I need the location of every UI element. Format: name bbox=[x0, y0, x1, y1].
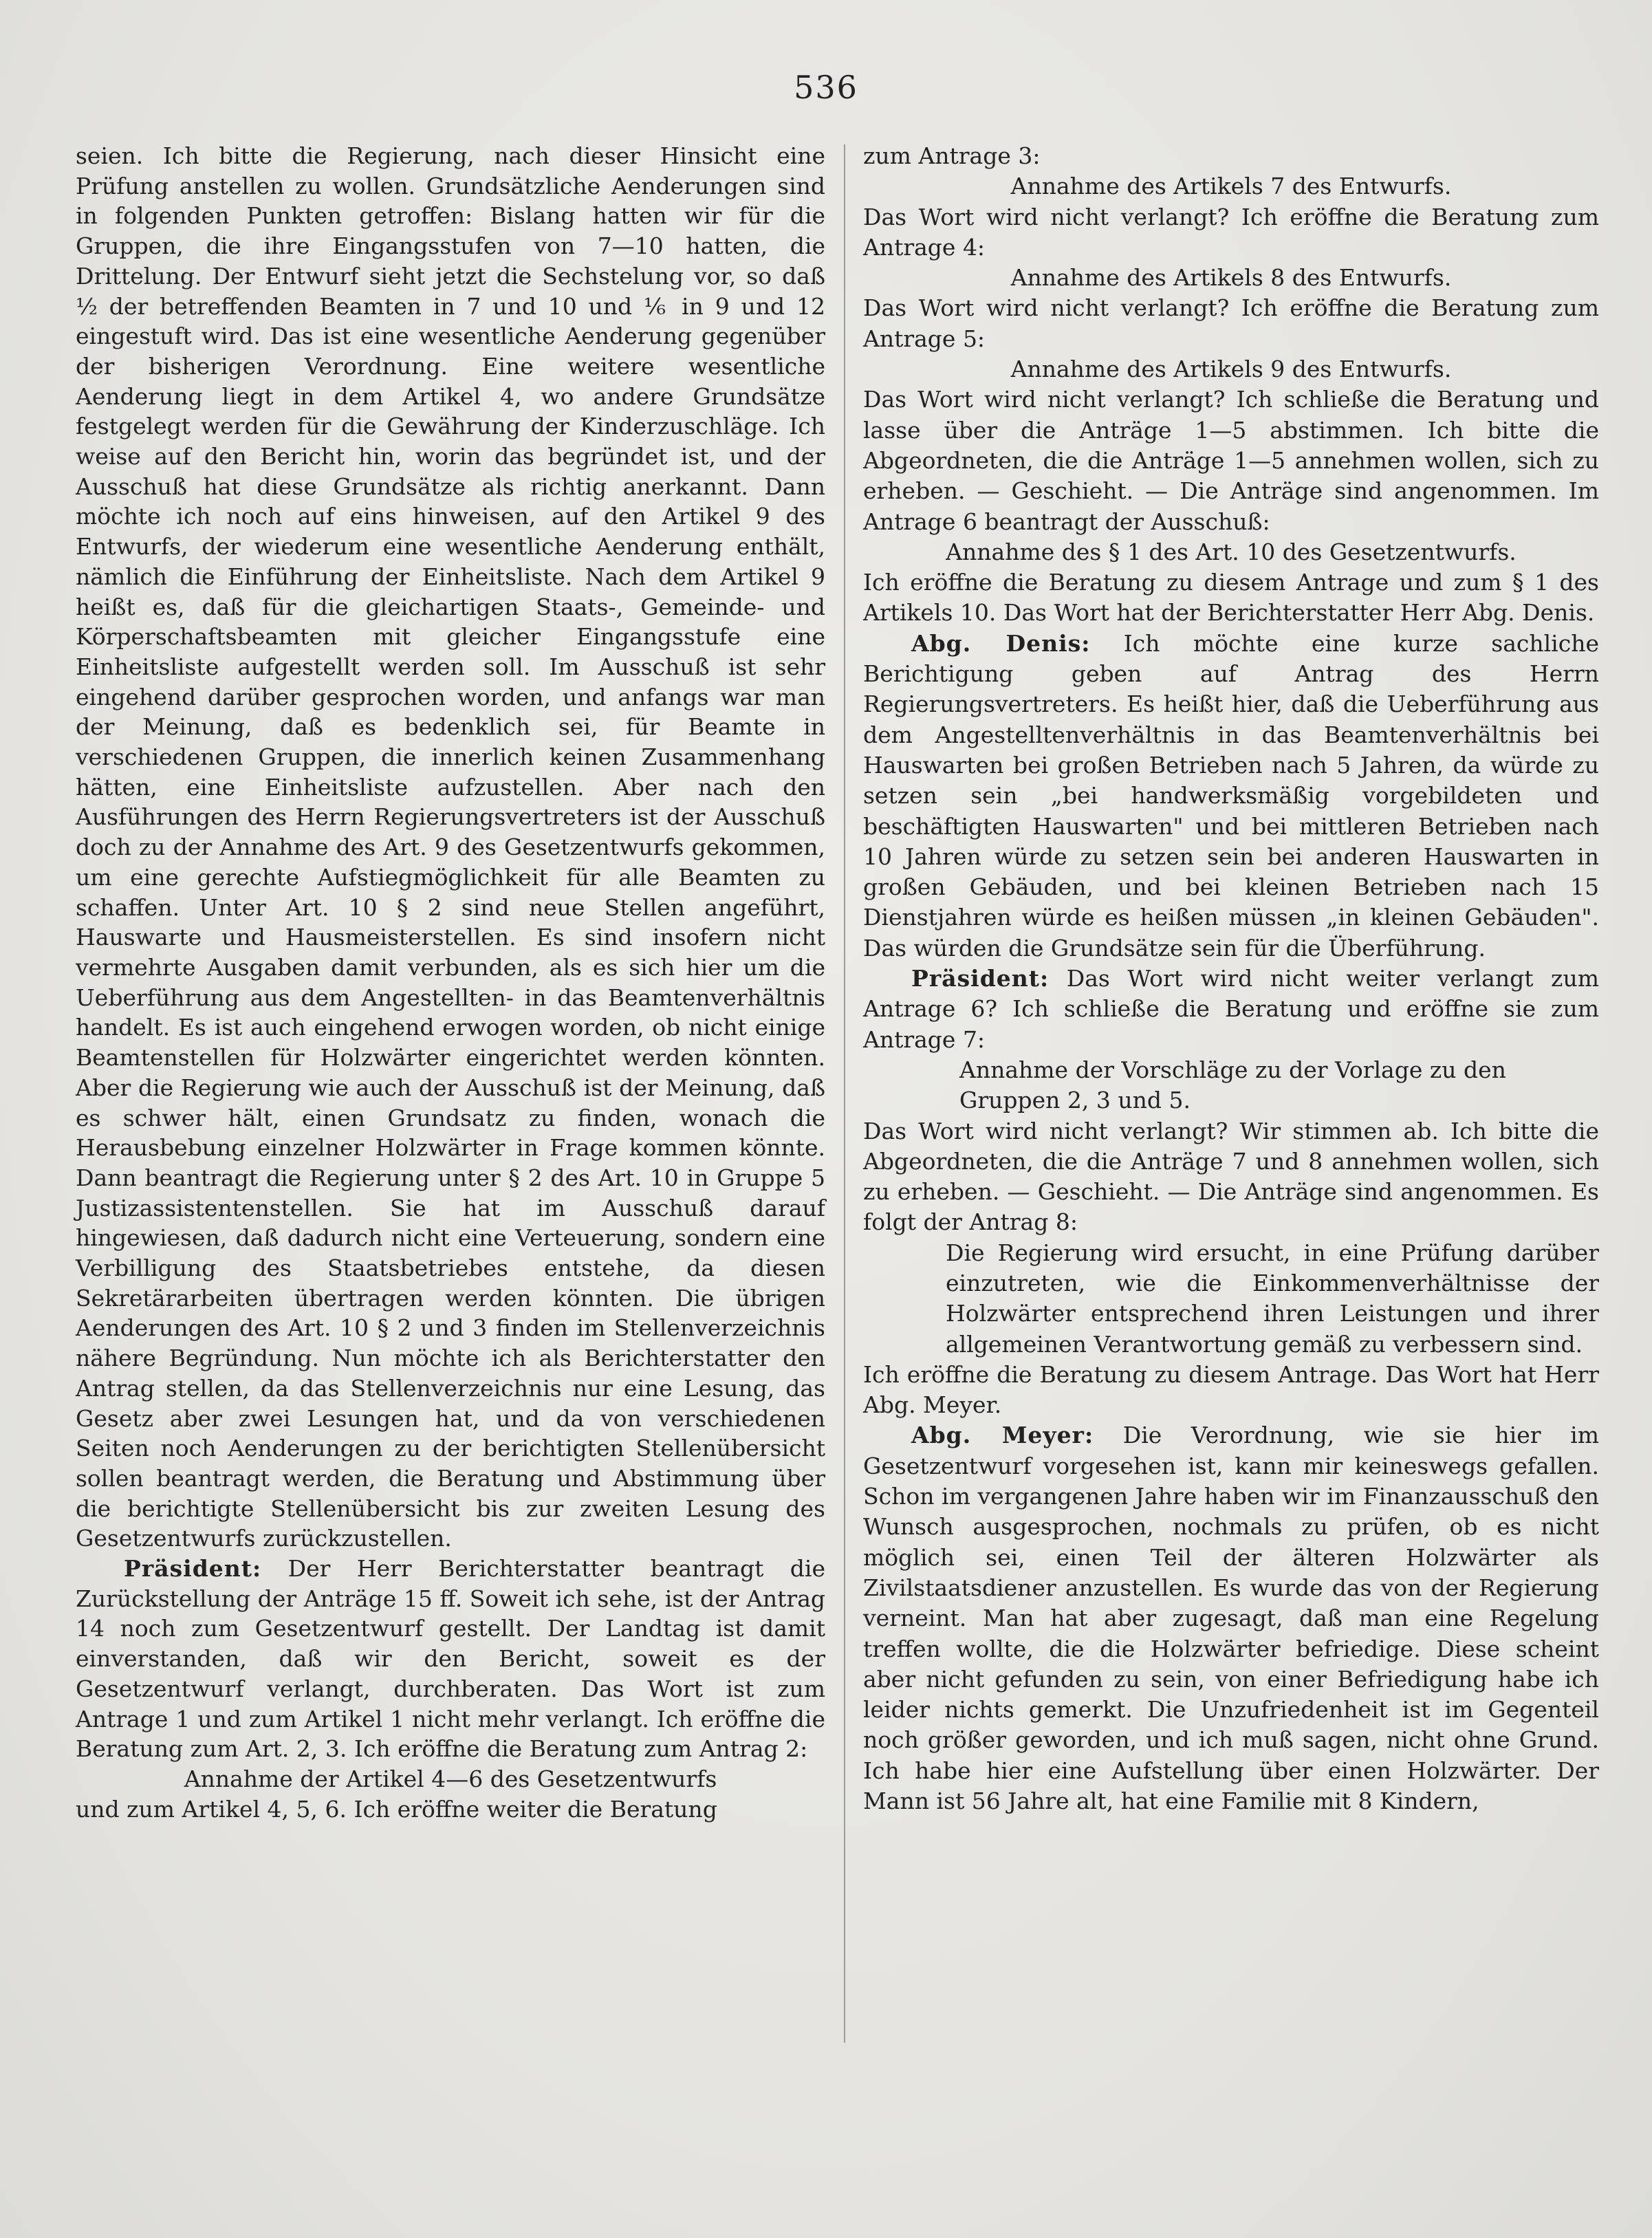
right-column bbox=[863, 141, 1599, 1816]
right-paragraph-1: zum Antrage 3: bbox=[863, 142, 1041, 169]
right-paragraph-7: Das Wort wird nicht verlangt? Ich schließe die Beratung und lasse über die Anträge 1—5 abstimmen. Ich bitte die Abgeordneten, die die Anträge 1—5 annehmen wollen, sich zu erheben. — Geschieht. — Die Anträge sind angenommen. Im Antrage 6 beantragt der Ausschuß: bbox=[863, 386, 1599, 535]
motion-text: Annahme des Artikels 8 des Entwurfs. bbox=[1010, 264, 1452, 292]
right-paragraph-16 bbox=[863, 1420, 1599, 1816]
right-paragraph-11 bbox=[863, 964, 1599, 1055]
speaker-label: Präsident: bbox=[911, 965, 1050, 992]
left-paragraph-4: und zum Artikel 4, 5, 6. Ich eröffne weiter die Beratung bbox=[76, 1795, 717, 1823]
column-divider bbox=[844, 144, 845, 2043]
motion-text: Annahme des Artikels 7 des Entwurfs. bbox=[1010, 173, 1452, 200]
left-paragraph-2 bbox=[76, 1554, 825, 1764]
right-paragraph-9: Ich eröffne die Beratung zu diesem Antrage und zum § 1 des Artikels 10. Das Wort hat der Berichterstatter Herr Abg. Denis. bbox=[863, 569, 1599, 627]
right-paragraph-15: Ich eröffne die Beratung zu diesem Antrage. Das Wort hat Herr Abg. Meyer. bbox=[863, 1360, 1599, 1419]
speech-text: Die Verordnung, wie sie hier im Gesetzentwurf vorgesehen ist, kann mir keineswegs gefallen. Schon im vergangenen Jahre haben wir im Finanzausschuß den Wunsch ausgesprochen, nochmals zu prüfen, ob es nicht möglich sei, einen Teil der älteren Holzwärter als Zivilstaatsdiener anzustellen. Es wurde das von der Regierung verneint. Man hat aber zugesagt, daß man eine Regelung treffen wollte, die die Holzwärter befriedige. Diese scheint aber nicht gefunden zu sein, von einer Befriedigung habe ich leider nichts gemerkt. Die Unzufriedenheit ist im Gegenteil noch größer geworden, und ich muß sagen, nicht ohne Grund. Ich habe hier eine Aufstellung über einen Holzwärter. Der Mann ist 56 Jahre alt, hat eine Familie mit 8 Kindern, bbox=[863, 1422, 1599, 1815]
right-paragraph-10 bbox=[863, 629, 1599, 964]
speaker-label: Abg. Denis: bbox=[911, 629, 1091, 657]
speech-text: Das Wort wird nicht weiter verlangt zum Antrage 6? Ich schließe die Beratung und eröffne sie zum Antrage 7: bbox=[863, 965, 1599, 1053]
motion-text: Annahme des Artikels 9 des Entwurfs. bbox=[1010, 356, 1452, 383]
motion-text: Annahme der Artikel 4—6 des Gesetzentwurfs bbox=[184, 1765, 717, 1792]
motion-text: Die Regierung wird ersucht, in eine Prüfung darüber einzutreten, wie die Einkommenverhältnisse der Holzwärter entsprechend ihren Leistungen und ihrer allgemeinen Verantwortung gemäß zu verbessern sind. bbox=[946, 1239, 1599, 1358]
right-paragraph-5: Das Wort wird nicht verlangt? Ich eröffne die Beratung zum Antrage 5: bbox=[863, 294, 1599, 352]
motion-text: Annahme der Vorschläge zu der Vorlage zu den Gruppen 2, 3 und 5. bbox=[959, 1056, 1506, 1114]
speech-text: Ich möchte eine kurze sachliche Berichtigung geben auf Antrag des Herrn Regierungsvertreters. Es heißt hier, daß die Ueberführung aus dem Angestelltenverhältnis in das Beamtenverhältnis bei Hauswarten bei großen Betrieben nach 5 Jahren, da würde zu setzen sein „bei handwerksmäßig vorgebildeten und beschäftigten Hauswarten" und bei mittleren Betrieben nach 10 Jahren würde zu setzen sein bei anderen Hauswarten in großen Gebäuden, und bei kleinen Betrieben nach 15 Dienstjahren würde es heißen müssen „in kleinen Gebäuden". Das würden die Grundsätze sein für die Überführung. bbox=[863, 629, 1599, 962]
page-number: 536 bbox=[794, 69, 858, 106]
speaker-label: Präsident: bbox=[124, 1555, 262, 1583]
motion-text: Annahme des § 1 des Art. 10 des Gesetzentwurfs. bbox=[946, 538, 1517, 565]
left-paragraph-1: seien. Ich bitte die Regierung, nach dieser Hinsicht eine Prüfung anstellen zu wollen. Grundsätzliche Aenderungen sind in folgenden Punkten getroffen: Bislang hatten wir für die Gruppen, die ihre Eingangsstufen von 7—10 hatten, die Drittelung. Der Entwurf sieht jetzt die Sechstelung vor, so daß ½ der betreffenden Beamten in 7 und 10 und ⅙ in 9 und 12 eingestuft wird. Das ist eine wesentliche Aenderung gegenüber der bisherigen Verordnung. Eine weitere wesentliche Aenderung liegt in dem Artikel 4, wo andere Grundsätze festgelegt werden für die Gewährung der Kinderzuschläge. Ich weise auf den Bericht hin, worin das begründet ist, und der Ausschuß hat diese Grundsätze als richtig anerkannt. Dann möchte ich noch auf eins hinweisen, auf den Artikel 9 des Entwurfs, der wiederum eine wesentliche Aenderung enthält, nämlich die Einführung der Einheitsliste. Nach dem Artikel 9 heißt es, daß für die gleichartigen Staats-, Gemeinde- und Körperschaftsbeamten mit gleicher Eingangsstufe eine Einheitsliste aufgestellt werden soll. Im Ausschuß ist sehr eingehend darüber gesprochen worden, und anfangs war man der Meinung, daß es bedenklich sei, für Beamte in verschiedenen Gruppen, die innerlich keinen Zusammenhang hätten, eine Einheitsliste aufzustellen. Aber nach den Ausführungen des Herrn Regierungsvertreters ist der Ausschuß doch zu der Annahme des Art. 9 des Gesetzentwurfs gekommen, um eine gerechte Aufstiegmöglichkeit für alle Beamten zu schaffen. Unter Art. 10 § 2 sind neue Stellen angeführt, Hauswarte und Hausmeisterstellen. Es sind insofern nicht vermehrte Ausgaben damit verbunden, als es sich hier um die Ueberführung aus dem Angestellten- in das Beamtenverhältnis handelt. Es ist auch eingehend erwogen worden, ob nicht einige Beamtenstellen für Holzwärter eingerichtet werden könnten. Aber die Regierung wie auch der Ausschuß ist der Meinung, daß es schwer hält, einen Grundsatz zu finden, wonach die Herausbebung einzelner Holzwärter in Frage kommen könnte. Dann beantragt die Regierung unter § 2 des Art. 10 in Gruppe 5 Justizassistentenstellen. Sie hat im Ausschuß darauf hingewiesen, daß dadurch nicht eine Verteuerung, sondern eine Verbilligung des Staatsbetriebes entstehe, da diesen Sekretärarbeiten übertragen werden könnten. Die übrigen Aenderungen des Art. 10 § 2 und 3 finden im Stellenverzeichnis nähere Begründung. Nun möchte ich als Berichterstatter den Antrag stellen, da das Stellenverzeichnis nur eine Lesung, das Gesetz aber zwei Lesungen hat, und da von verschiedenen Seiten noch Aenderungen zu der berichtigten Stellenübersicht sollen beantragt werden, die Beratung und Abstimmung über die berichtigte Stellenübersicht bis zur zweiten Lesung des Gesetzentwurfs zurückzustellen. bbox=[76, 142, 825, 1552]
left-column bbox=[76, 141, 825, 1824]
speech-text: Der Herr Berichterstatter beantragt die Zurückstellung der Anträge 15 ff. Soweit ich sehe, ist der Antrag 14 noch zum Gesetzentwurf gestellt. Der Landtag ist damit einverstanden, daß wir den Bericht, soweit es der Gesetzentwurf verlangt, durchberaten. Das Wort ist zum Antrage 1 und zum Artikel 1 nicht mehr verlangt. Ich eröffne die Beratung zum Art. 2, 3. Ich eröffne die Beratung zum Antrag 2: bbox=[76, 1555, 825, 1763]
speaker-label: Abg. Meyer: bbox=[911, 1422, 1094, 1449]
right-paragraph-3: Das Wort wird nicht verlangt? Ich eröffne die Beratung zum Antrage 4: bbox=[863, 203, 1599, 261]
right-paragraph-13: Das Wort wird nicht verlangt? Wir stimmen ab. Ich bitte die Abgeordneten, die die Anträge 7 und 8 annehmen wollen, sich zu erheben. — Geschieht. — Die Anträge sind angenommen. Es folgt der Antrag 8: bbox=[863, 1117, 1599, 1236]
